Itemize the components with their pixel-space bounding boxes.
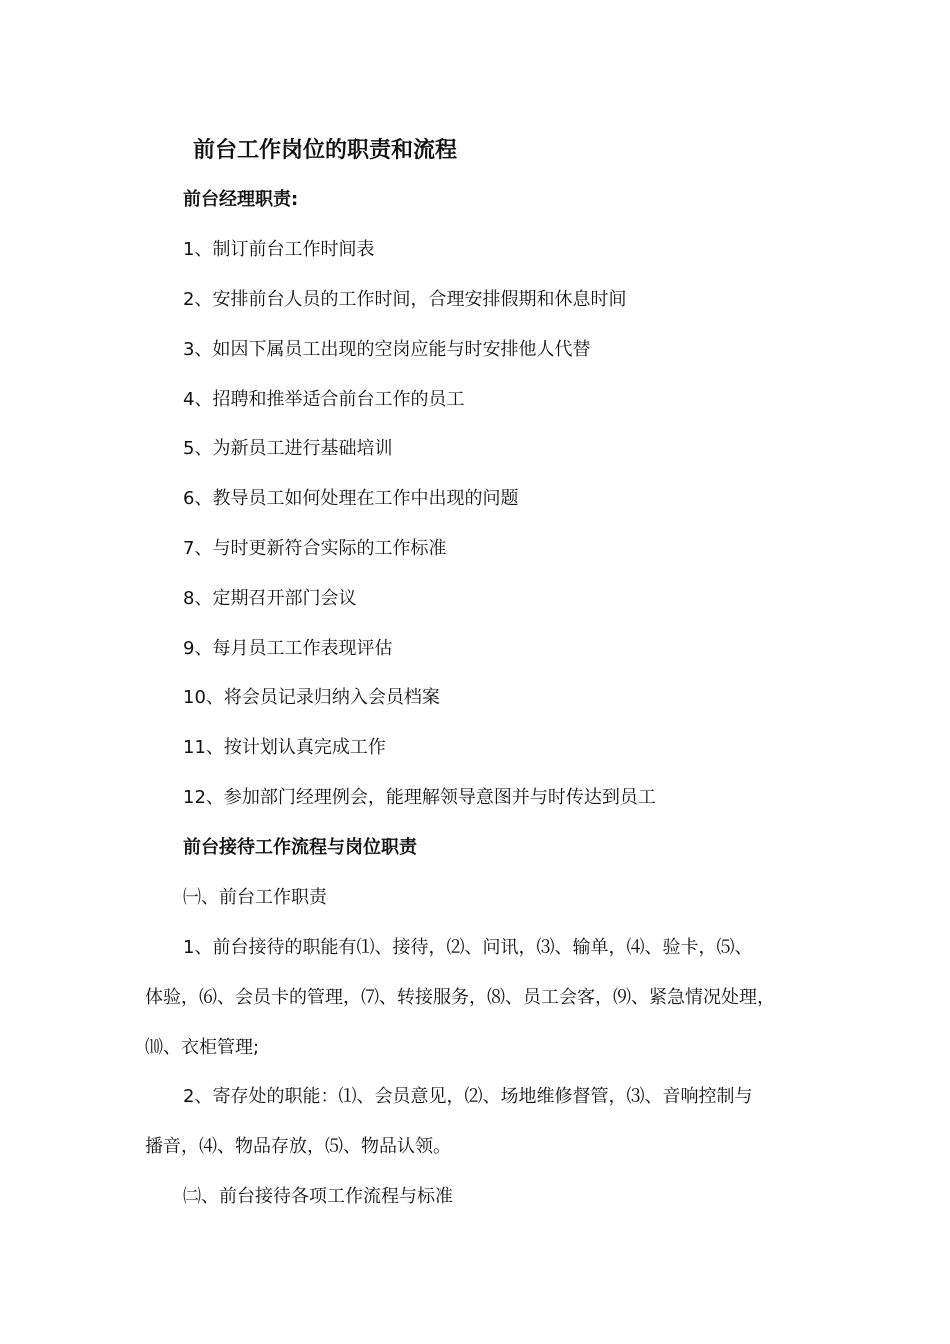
manager-duty-item: 1、制订前台工作时间表 <box>183 239 375 260</box>
paragraph-line: 体验，⑹、会员卡的管理，⑺、转接服务，⑻、员工会客，⑼、紧急情况处理， <box>145 987 775 1008</box>
manager-duty-item: 3、如因下属员工出现的空岗应能与时安排他人代替 <box>183 339 591 360</box>
subsection-heading: ㈠、前台工作职责 <box>183 887 327 908</box>
section-heading-reception: 前台接待工作流程与岗位职责 <box>183 837 417 858</box>
manager-duty-item: 7、与时更新符合实际的工作标准 <box>183 538 447 559</box>
manager-duty-item: 2、安排前台人员的工作时间，合理安排假期和休息时间 <box>183 289 627 310</box>
manager-duty-item: 11、按计划认真完成工作 <box>183 737 386 758</box>
section-heading-manager-duties: 前台经理职责: <box>183 189 299 210</box>
paragraph-line: 播音，⑷、物品存放，⑸、物品认领。 <box>145 1136 451 1157</box>
manager-duty-item: 5、为新员工进行基础培训 <box>183 438 393 459</box>
paragraph-line: 2、寄存处的职能：⑴、会员意见，⑵、场地维修督管，⑶、音响控制与 <box>183 1086 753 1107</box>
manager-duty-item: 4、招聘和推举适合前台工作的员工 <box>183 389 465 410</box>
manager-duty-item: 6、教导员工如何处理在工作中出现的问题 <box>183 488 519 509</box>
paragraph-line: 1、前台接待的职能有⑴、接待，⑵、问讯，⑶、输单，⑷、验卡，⑸、 <box>183 937 753 958</box>
page-title: 前台工作岗位的职责和流程 <box>193 138 458 163</box>
manager-duty-item: 10、将会员记录归纳入会员档案 <box>183 687 440 708</box>
paragraph-line: ⑽、衣柜管理; <box>145 1037 260 1058</box>
manager-duty-item: 12、参加部门经理例会，能理解领导意图并与时传达到员工 <box>183 787 656 808</box>
manager-duty-item: 9、每月员工工作表现评估 <box>183 638 393 659</box>
manager-duty-item: 8、定期召开部门会议 <box>183 588 357 609</box>
subsection-heading: ㈡、前台接待各项工作流程与标准 <box>183 1186 453 1207</box>
